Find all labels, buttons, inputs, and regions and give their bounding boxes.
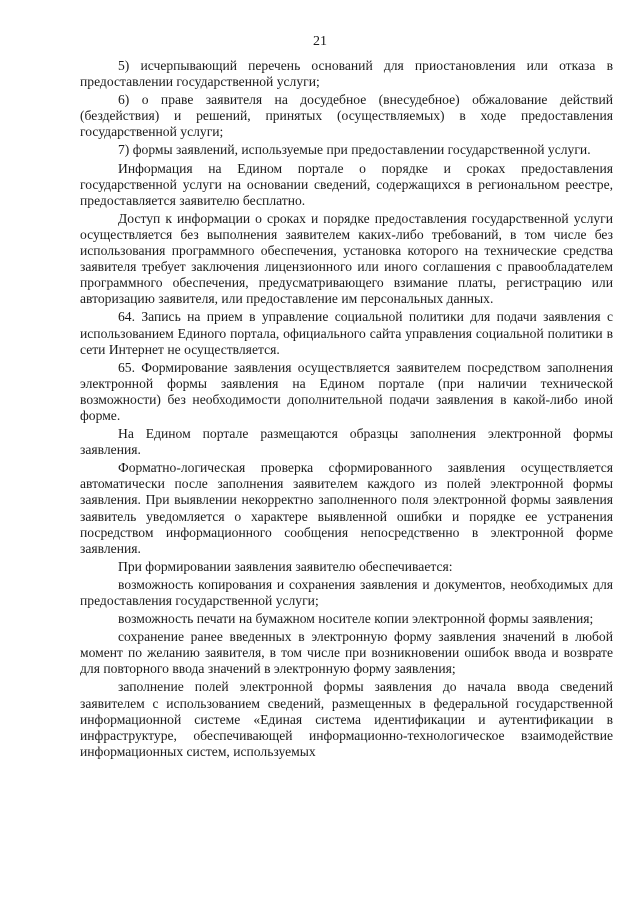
paragraph-print: возможность печати на бумажном носителе копии электронной формы заявления;: [118, 611, 594, 627]
paragraph-clause-64: 64. Запись на прием в управление социальной политики для подачи заявления с использованием Единого портала, официального сайта управления социальной политики в сети Интернет не осуществляется.: [80, 309, 613, 357]
paragraph-provided-features: При формировании заявления заявителю обеспечивается:: [118, 558, 453, 574]
paragraph-portal-info-free: Информация на Едином портале о порядке и сроках предоставления государственной услуги на основании сведений, содержащихся в региональном реестре, предоставляется заявителю бесплатно.: [80, 160, 613, 208]
paragraph-save-values: сохранение ранее введенных в электронную форму заявления значений в любой момент по желанию заявителя, в том числе при возникновении ошибок ввода и возврате для повторного ввода значений в электронную форму заявления;: [80, 629, 613, 677]
paragraph-item-7: 7) формы заявлений, используемые при предоставлении государственной услуги.: [118, 142, 591, 158]
paragraph-item-6: 6) о праве заявителя на досудебное (внесудебное) обжалование действий (бездействия) и решений, принятых (осуществляемых) в ходе предоставления государственной услуги;: [80, 92, 613, 140]
paragraph-format-check: Форматно-логическая проверка сформированного заявления осуществляется автоматически после заполнения заявителем каждого из полей электронной формы заявления. При выявлении некорректно заполненного поля электронной формы заявления заявитель уведомляется о характере выявленной ошибки и порядке ее устранения посредством информационного сообщения непосредственно в электронной форме заявления.: [80, 460, 613, 556]
paragraph-item-5: 5) исчерпывающий перечень оснований для приостановления или отказа в предоставлении государственной услуги;: [80, 58, 613, 90]
paragraph-autofill: заполнение полей электронной формы заявления до начала ввода сведений заявителем с использованием сведений, размещенных в федеральной государственной информационной системе «Единая система идентификации и аутентификации в инфраструктуре, обеспечивающей информационно-технологическое взаимодействие информационных систем, используемых: [80, 679, 613, 759]
paragraph-form-samples: На Едином портале размещаются образцы заполнения электронной формы заявления.: [80, 426, 613, 458]
paragraph-clause-65: 65. Формирование заявления осуществляется заявителем посредством заполнения электронной формы заявления на Едином портале (при наличии технической возможности) без необходимости дополнительной подачи заявления в какой-либо иной форме.: [80, 359, 613, 423]
paragraph-access-requirements: Доступ к информации о сроках и порядке предоставления государственной услуги осуществляется без выполнения заявителем каких-либо требований, в том числе без использования программного обеспечения, установка которого на технические средства заявителя требует заключения лицензионного или иного соглашения с правообладателем программного обеспечения, предусматривающего взимание платы, регистрацию или авторизацию заявителя, или предоставление им персональных данных.: [80, 210, 613, 307]
page-number: 21: [313, 34, 327, 49]
document-body: [80, 58, 613, 762]
paragraph-copy-save: возможность копирования и сохранения заявления и документов, необходимых для предоставления государственной услуги;: [80, 576, 613, 608]
